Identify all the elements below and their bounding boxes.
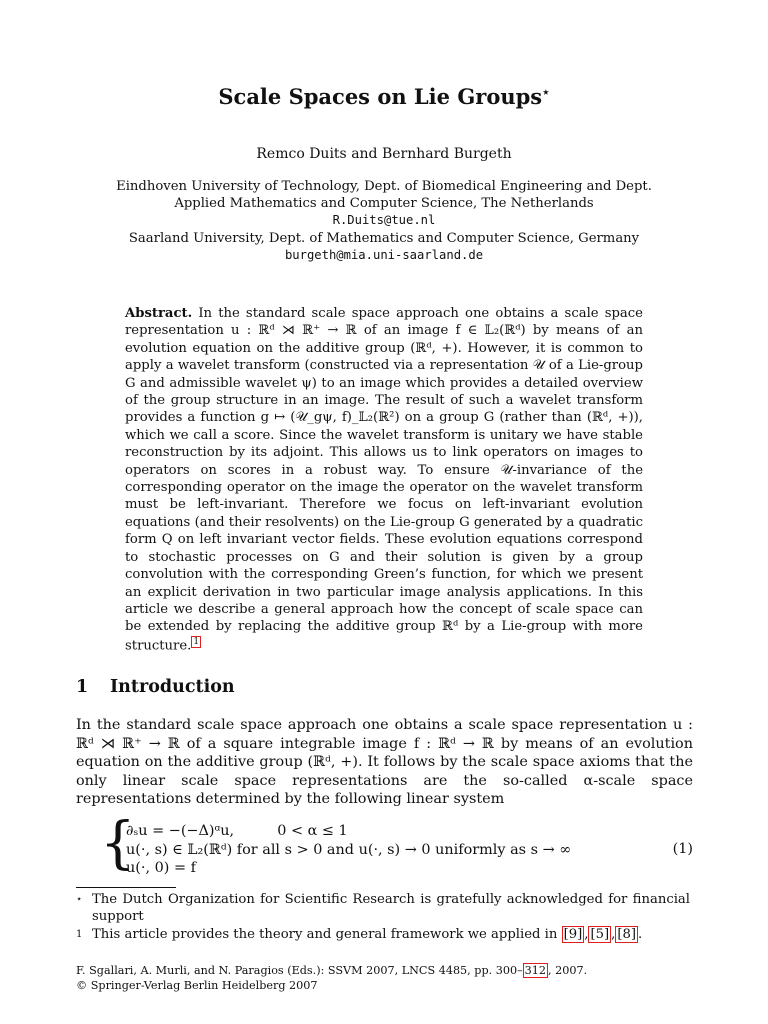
copyright-line: © Springer-Verlag Berlin Heidelberg 2007 [76,979,318,992]
footnote-link[interactable]: 1 [193,636,200,647]
title-text: Scale Spaces on Lie Groups [218,84,543,109]
footnote-text-after: . [638,927,643,942]
footnote-text: The Dutch Organization for Scientific Research is gratefully acknowledged for financial support [92,892,690,924]
footnote [76,926,693,943]
section-heading [76,677,235,697]
footnote-text-before: This article provides the theory and general framework we applied in [92,927,562,942]
title-footnote-mark: ⋆ [542,85,550,99]
abstract-label: Abstract. [125,306,193,321]
equation-block [100,811,695,880]
email-link[interactable]: burgeth@mia.uni-saarland.de [284,247,484,262]
publication-text-after: , 2007. [548,964,588,977]
intro-paragraph: In the standard scale space approach one obtains a scale space representation u : ℝᵈ ⋊ ℝ⁺ → ℝ of a square integrable image f : ℝᵈ → ℝ by means of an evolution equation on the additive group (ℝᵈ, +). It follows by the scale space axioms that the only linear scale space representations are the so-called α-scale space representations determined by the following linear system [76,717,693,808]
footnote-divider [76,887,176,888]
publication-text: F. Sgallari, A. Murli, and N. Paragios (Eds.): SSVM 2007, LNCS 4485, pp. 300– [76,964,523,977]
email-link[interactable]: R.Duits@tue.nl [332,213,436,228]
citation-link[interactable]: [5] [590,927,610,942]
footnote-mark: 1 [76,929,83,940]
publication-line [76,963,587,978]
equation-brace: { [100,811,136,876]
equation-line: ∂ₛu = −(−Δ)ᵅu, 0 < α ≤ 1 [126,823,348,839]
footnote-text: This article provides the theory and general framework we applied in [9] , [5] , [8] . [92,927,643,942]
section-title: Introduction [110,677,235,697]
affiliation-line: Eindhoven University of Technology, Dept. of Biomedical Engineering and Dept. [116,179,652,194]
abstract-text: In the standard scale space approach one obtains a scale space representation u : ℝᵈ ⋊ ℝ⁺ → ℝ of an image f ∈ 𝕃₂(ℝᵈ) by means of an evolution equation on the additive group (ℝᵈ, +). However, it is common to apply a wavelet transform (constructed via a representation 𝒰 of a Lie-group G and admissible wavelet ψ) to an image which provides a detailed overview of the group structure in an image. The result of such a wavelet transform provides a function g ↦ (𝒰_gψ, f)_𝕃₂(ℝ²) on a group G (rather than (ℝᵈ, +)), which we call a score. Since the wavelet transform is unitary we have stable reconstruction by its adjoint. This allows us to link operators on images to operators on scores in a robust way. To ensure 𝒰-invariance of the corresponding operator on the image the operator on the wavelet transform must be left-invariant. Therefore we focus on left-invariant evolution equations (and their resolvents) on the Lie-group G generated by a quadratic form Q on left invariant vector fields. These evolution equations correspond to stochastic processes on G and their solution is given by a group convolution with the corresponding Green’s function, for which we present an explicit derivation in two particular image analysis applications. In this article we describe a general approach how the concept of scale space can be extended by replacing the additive group ℝᵈ by a Lie-group with more structure. [125,306,643,654]
page-link[interactable]: 312 [524,964,547,977]
publication-info [76,963,587,993]
equation-number: (1) [672,841,693,857]
abstract [125,305,643,655]
footnote-mark: ⋆ [76,894,83,905]
equation-line: u(·, 0) = f [126,860,196,876]
authors: Remco Duits and Bernhard Burgeth [256,146,512,162]
paper-title [0,84,768,109]
citation-link[interactable]: [8] [617,927,637,942]
equation-line: u(·, s) ∈ 𝕃₂(ℝᵈ) for all s > 0 and u(·, s) → 0 uniformly as s → ∞ [126,841,572,858]
affiliation-line: Saarland University, Dept. of Mathematics and Computer Science, Germany [128,230,640,246]
section-number: 1 [76,677,89,697]
footnote [76,891,693,925]
equation-lines [126,822,571,878]
citation-link[interactable]: [9] [563,927,583,942]
affiliation-line: Applied Mathematics and Computer Science, The Netherlands [174,196,594,212]
affiliations [0,178,768,264]
